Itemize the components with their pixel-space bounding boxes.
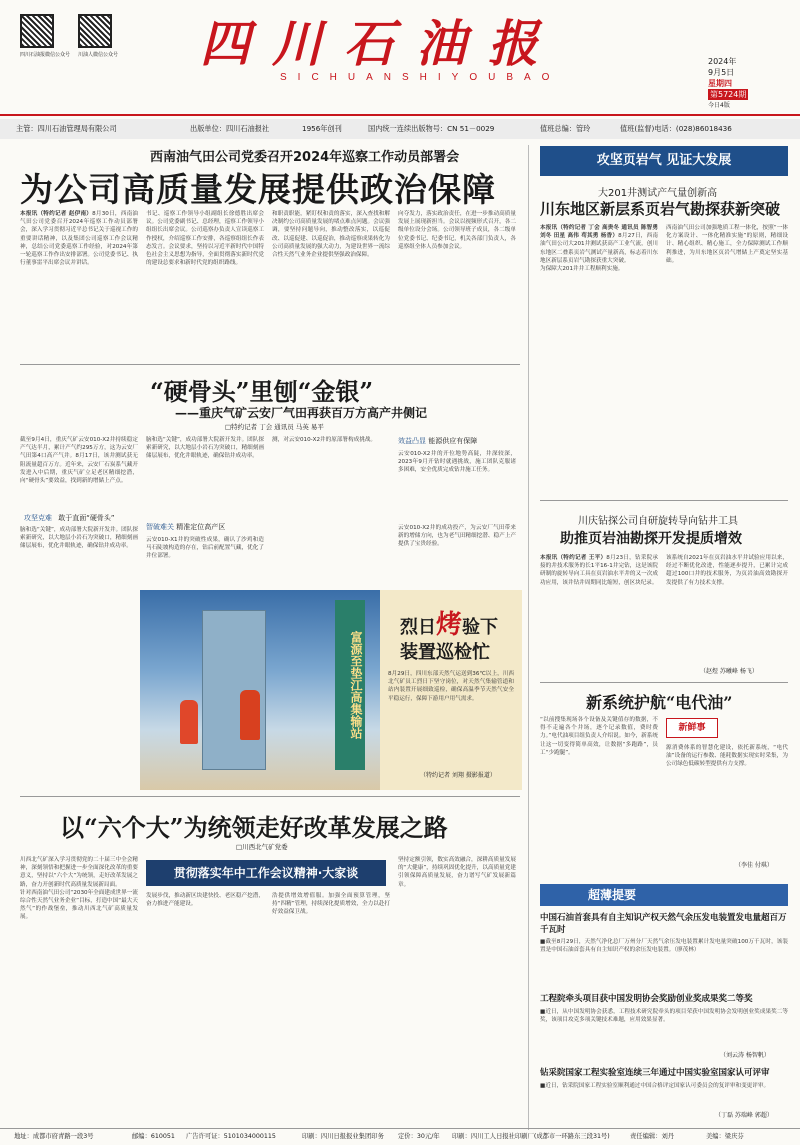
- column-divider: [528, 145, 529, 1130]
- discussion-banner: 贯彻落实年中工作会议精神·大家谈: [146, 860, 386, 886]
- issue-number: 第5724期: [710, 90, 747, 99]
- new-tag-text: 新鲜事: [678, 723, 706, 733]
- summary-item-2-credit: （刘云涛 杨智帆）: [720, 1052, 770, 1059]
- title-part1: 烈日: [400, 617, 436, 638]
- right-low-col-1: “以前搜集现场各个设备及关键值存的数据，不得不走遍各个井场，逐个记录数值，费时费力。”电代油项目组负责人介绍说。如今，新系统让这一切变得简单高效，让数据“多跑路”，员工“少跑腿”。: [540, 717, 658, 756]
- right-mid-byline: 本报讯（特约记者 王平）: [540, 555, 607, 561]
- footer-editor: 责任编辑：刘丹: [630, 1133, 675, 1140]
- feature-col-6: 云安010-X2井的成功投产，为云安厂气田带来新的增储方向，也为老气田精细挖潜、稳产上产提供了宝贵经验。: [398, 525, 516, 548]
- right-top-headline: 川东地区新层系页岩气勘探获新突破: [540, 200, 781, 218]
- feature-col-3: 云安010-X1井的突破性成果，确认了沙鸡和造马石陡坡构造的存在，钻后前配置气藏，优化了井位部署。: [146, 537, 264, 560]
- summary-item-3-text: ■近日，钻采院国家工程实验室顺利通过中国合格评定国家认可委员会的复评审和变更评审。: [540, 1083, 770, 1089]
- topic-banner: 攻坚页岩气 见证大发展: [540, 146, 788, 176]
- paper-pinyin: SICHUANSHIYOUBAO: [280, 72, 561, 83]
- feature-headline: “硬骨头”里刨“金银”: [150, 377, 374, 406]
- divider: [540, 500, 788, 501]
- feature-byline: □特约记者 丁会 通讯员 马英 易平: [225, 423, 324, 431]
- worker-figure: [240, 690, 260, 740]
- qr-code-icon: [20, 14, 54, 48]
- qr2-label: 川油人微信公众号: [78, 52, 119, 58]
- footer-ad-license: 广告许可证：5101034000115: [186, 1133, 276, 1140]
- right-mid-col-2: 该系统自2021年在页岩油水平井试验应用以来，经过不断优化改进，性能逐步提升，已累计完成超过100口井的技术服务，为页岩油高效勘探开发提供了有力技术支撑。: [666, 555, 788, 586]
- summary-banner: [540, 884, 788, 906]
- masthead-qr-1: [20, 14, 70, 58]
- feature-sub2-tag: 智破难关: [146, 523, 174, 531]
- summary-item-2-title: 工程院牵头项目获中国发明协会奖励创业奖成果奖二等奖: [540, 994, 753, 1004]
- page-count: 今日4版: [708, 102, 730, 109]
- right-mid-kicker: 川庆钻探公司自研旋转导向钻井工具: [578, 516, 738, 527]
- lead-text-1: 8月30日，西南油气田公司党委召开2024年巡察工作动员部署会，深入学习贯彻习近平总书记关于巡视工作的重要讲话精神，以及集团公司巡察工作会议精神，总结公司党委巡察工作经验，对2024年第一轮巡察工作作出安排部署。公司党委书记、执行董事雷平出席会议并讲话。: [20, 211, 138, 267]
- footer-zip: 邮编：610051: [132, 1133, 175, 1140]
- summary-item-1-text: ■截至8月29日，天然气净化总厂万州分厂天然气余压发电装置累计发电量突破100万千瓦时，该装置是中国石油首套具有自主知识产权的余压发电装置。（廖茂林）: [540, 939, 788, 954]
- feature-subtitle-2: [146, 522, 225, 532]
- info-bar: [0, 119, 800, 139]
- info-phone: 值班(监督)电话：(028)86018436: [620, 124, 732, 133]
- right-top-col-1: [540, 224, 658, 494]
- bottom-col-1: [20, 856, 138, 1124]
- summary-banner-text: 超薄提要: [588, 888, 637, 902]
- feature-col-4: 测，对云安010-X2井的原部署构成挑战。: [272, 437, 376, 443]
- footer-price: 定价：30元/年: [398, 1133, 440, 1140]
- info-publisher: 出版单位：四川石油报社: [190, 124, 270, 133]
- lead-col-3: 和职责职能，紧盯权和责的落实，深入查找和解决制约公司高质量发展的堵点难点问题。会议强调，要坚持问题导向，推动整改落实，以巡促改、以巡促建、以巡促治，推动巡察成果转化为公司高质量发展的强大动力，为建设世界一流综合性天然气业务企业提供坚强政治保障。: [272, 211, 390, 259]
- photo-credit: （特约记者 刘翔 摄影报道）: [420, 772, 496, 779]
- feature-col-1: 截至9月4日，重庆气矿云安010-X2井持续稳定产气达半月，累计产气约295万方，这为云安厂气田第4口高产气井。8月17日，该井测试获无阻流量超百万方。近年来，云安厂石炭系气藏开发进入中后期，重庆气矿立足老区精细挖潜，向“硬骨头”要效益，找到新的增储上产点。: [20, 437, 138, 485]
- paper-name: 四川石油报: [200, 14, 560, 73]
- footer-print: 印刷：四川日报报业集团印务: [302, 1133, 384, 1140]
- divider: [20, 796, 520, 797]
- lead-col-1: [20, 210, 138, 360]
- lead-byline: 本报讯（特约记者 赵伊南）: [20, 211, 93, 217]
- summary-item-3-credit: （丁磊 苏瑞峰 郭超）: [715, 1112, 773, 1119]
- right-top-text-1: 8月27日，西南油气田公司大201井测试获高产工业气流，创川东地区二叠系页岩气测试产量新高，标志着川东地区新层系页岩气勘探获重大突破。: [540, 233, 658, 264]
- summary-item-1-title: 中国石油首套具有自主知识产权天然气余压发电装置发电量超百万千瓦时: [540, 913, 787, 935]
- feature-sub1-text: 敢于直面“硬骨头”: [58, 514, 115, 522]
- feature-subhead: ——重庆气矿云安厂气田再获百万方高产井侧记: [175, 406, 428, 420]
- masthead-title: [200, 4, 605, 73]
- lead-kicker: 西南油气田公司党委召开2024年巡察工作动员部署会: [150, 150, 460, 165]
- bottom-headline: 以“六个大”为统领走好改革发展之路: [60, 813, 448, 842]
- feature-sub2-text: 精准定位高产区: [176, 523, 226, 531]
- feature-col-2: 脑和选“关键”，成功部署大院新开发井。团队探索新研究，以大地层小岩石为突破口，精细刻画储层展布，优化井眼轨迹，确保钻井成功率。: [146, 437, 264, 460]
- footer-address: 地址：成都市府青路一段3号: [14, 1133, 94, 1140]
- date-day: 9月5日: [708, 68, 735, 77]
- feature-photo: [140, 590, 380, 790]
- right-low-credit: （李佳 付琪）: [735, 862, 773, 869]
- right-mid-text-1: 8月23日，钻采院承接的井技术服务的长1平16-1井完钻，这是该院研制的旋转导向工具在页岩油水平井的又一次成功应用，该井钻井周期同比缩短，创区块纪录。: [540, 555, 658, 586]
- feature-subtitle-3: [398, 436, 477, 446]
- title-big: 烤: [436, 610, 463, 640]
- feature-col-5: 云安010-X2井的开位地势高陡，井深较深，2023年9月开钻时就遇挑战，施工团队克服诸多困难，安全优质完成钻井施工任务。: [398, 451, 516, 474]
- feature-sub3-tag: 效益凸显: [398, 437, 426, 445]
- footer-designer: 美编：梁庆芬: [706, 1133, 744, 1140]
- bottom-col-3: 浩提供增效增值服。加强全面预算管理，坚持“四精”管理，持续深化提质增效，全力以赴打好效益保卫战。: [272, 893, 390, 916]
- bottom-byline: □川西北气矿党委: [236, 843, 288, 851]
- info-sponsor: 主管：四川石油管理局有限公司: [16, 124, 117, 133]
- footer: [0, 1128, 800, 1145]
- masthead-qr-2: [78, 14, 128, 58]
- date-year: 2024年: [708, 57, 737, 66]
- right-top-quote: 为保障大201井井工程顺利实施。: [540, 266, 624, 273]
- feature-sub3-text: 能源供应有保障: [428, 437, 478, 445]
- info-chief: 值班总编：管玲: [540, 124, 591, 133]
- bottom-text-2: 针对西南油气田公司“2030年全面建成世界一流综合性天然气业务企业”目标，打造中国“最大天然气”的作战堡垒，推动川西北气矿高质量发展。: [20, 889, 138, 921]
- feature-col-2b: 脑和选“关键”，成功部署大院新开发井。团队探索新研究，以大地层小岩石为突破口，精细刻画储层展布，优化井眼轨迹，确保钻井成功率。: [20, 527, 138, 550]
- bottom-text-1: 川西北气矿深入学习贯彻党的二十届三中全会精神，深刻领悟和把握进一步全面深化改革的重要意义，坚持以“六个大”为统领，走好改革发展之路，奋力开创新时代高质量发展新局面。: [20, 857, 138, 888]
- title-part2: 验下: [462, 617, 499, 638]
- bottom-col-2: 发展步伐，推动新区块建快投、老区稳产挖潜，奋力推进产能建设。: [146, 893, 264, 908]
- right-low-headline: 新系统护航“电代油”: [586, 693, 733, 712]
- right-mid-col-1: [540, 554, 658, 674]
- lead-headline: 为公司高质量发展提供政治保障: [20, 170, 496, 209]
- info-cn: 国内统一连续出版物号：CN 51－0029: [368, 124, 495, 133]
- new-tag: [666, 718, 718, 738]
- date-box: [708, 56, 780, 111]
- weekday: 星期四: [708, 79, 732, 88]
- qr1-label: 四川石油报微信公众号: [20, 52, 71, 58]
- masthead-rule: [0, 114, 800, 116]
- photo-caption-block: [380, 590, 522, 790]
- right-top-col-2: 西南油气田公司加强地质工程一体化，按照“一体化方案设计、一体化精准实施”的原则，精细设计、精心组织、精心施工，全力保障测试工作顺利推进，为川东地区页岩气增储上产奠定坚实基础。: [666, 225, 788, 264]
- summary-item-2-text: ■近日，从中国发明协会获悉，工程技术研究院牵头的项目荣获中国发明协会发明创业奖成果奖二等奖，该项目攻克多项关键技术难题，应用效果显著。: [540, 1009, 788, 1024]
- right-top-kicker: 大201井测试产气量创新高: [598, 188, 718, 199]
- right-top-byline: 本报讯（特约记者 丁会 高贵冬 通讯员 陈智勇 刘冬 田星 高伟 苟其勇 杨香）: [540, 225, 658, 240]
- qr-code-icon: [78, 14, 112, 48]
- photo-caption-text: 8月29日，四川东部天然气运送到36℃以上，川西北气矿员工烈日下坚守岗位，对天然气集输管道和站内装置开展细致巡检，确保高温季节天然气安全平稳运行，保障下游用户用气需求。: [388, 671, 514, 702]
- lead-col-4: 向夺发力，落实政治责任，在进一步推动高质量发展上展现新担当。会议以视频形式召开，各二级单位设分会场。公司领导班子成员，各二级单位党委书记、纪委书记，机关各部门负责人，各巡察组全体人员参加会议。: [398, 211, 516, 250]
- divider: [20, 364, 520, 365]
- feature-subtitle-1: [20, 512, 115, 524]
- info-founded: 1956年创刊: [302, 124, 342, 133]
- photo-title-line1: [400, 604, 498, 641]
- divider: [540, 682, 788, 683]
- right-mid-headline: 助推页岩油勘探开发提质增效: [560, 531, 742, 547]
- footer-printer: 印刷：四川工人日报社印刷厂(成都市一环路东三段31号): [452, 1133, 610, 1140]
- photo-title-line2: 装置巡检忙: [400, 642, 490, 663]
- feature-sub1-tag: 攻坚克难: [24, 514, 52, 522]
- lead-col-2: 书记、巡察工作领导小组副组长徐德胜出席会议。公司党委副书记、总经理，巡察工作领导小组组长出席会议。公司巡察办负责人宣读巡察工作授权，介绍巡察工作安排，各巡察组组长作表态发言。会议要求，坚持以习近平新时代中国特色社会主义思想为指导，全面贯彻落实新时代党的建设总要求和新时代党的组织路线。: [146, 211, 264, 267]
- photo-vertical-caption: 富源至垫江高集输站: [335, 600, 365, 770]
- summary-item-3-title: 钻采院国家工程实验室连续三年通过中国实验室国家认可评审: [540, 1068, 770, 1078]
- worker-figure: [180, 700, 198, 744]
- right-low-col-2: 源消费体系的智慧化建设，依托新系统，“电代油”设备的运行参数、能耗数据实现实时采集，为公司绿色低碳转型提供有力支撑。: [666, 745, 788, 768]
- right-mid-credit: （赵煜 苏曦峰 杨飞）: [700, 668, 758, 675]
- bottom-col-4: 坚持定额引领，数实高效融合，深耕高质量发展的“大健康”，持续巩固优化提升，以高质量党建引领保障高质量发展，奋力谱写气矿发展新篇章。: [398, 857, 516, 888]
